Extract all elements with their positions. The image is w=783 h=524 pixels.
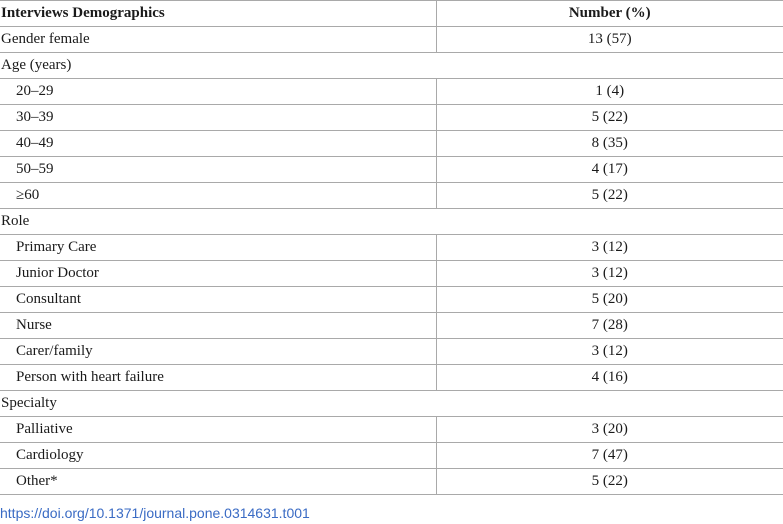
row-value: 7 (47) — [436, 443, 783, 469]
row-value: 5 (22) — [436, 183, 783, 209]
row-value — [436, 53, 783, 79]
table-row — [0, 105, 783, 131]
row-label: ≥60 — [0, 183, 436, 209]
row-value: 7 (28) — [436, 313, 783, 339]
section-label: Role — [0, 209, 436, 235]
section-label: Age (years) — [0, 53, 436, 79]
table-row — [0, 443, 783, 469]
section-row-specialty — [0, 391, 783, 417]
row-label: 40–49 — [0, 131, 436, 157]
row-label: Primary Care — [0, 235, 436, 261]
row-value: 5 (22) — [436, 469, 783, 495]
row-value: 4 (17) — [436, 157, 783, 183]
row-value: 5 (20) — [436, 287, 783, 313]
table-row — [0, 131, 783, 157]
row-label: 30–39 — [0, 105, 436, 131]
table-row — [0, 183, 783, 209]
section-label: Specialty — [0, 391, 436, 417]
row-value: 3 (20) — [436, 417, 783, 443]
header-number-percent: Number (%) — [436, 1, 783, 27]
row-value: 4 (16) — [436, 365, 783, 391]
row-label: Carer/family — [0, 339, 436, 365]
table-row — [0, 339, 783, 365]
row-label: Person with heart failure — [0, 365, 436, 391]
row-label: Palliative — [0, 417, 436, 443]
table-row — [0, 313, 783, 339]
table-row — [0, 417, 783, 443]
row-value: 3 (12) — [436, 235, 783, 261]
row-value — [436, 209, 783, 235]
row-value: 3 (12) — [436, 261, 783, 287]
table-row — [0, 365, 783, 391]
table-row — [0, 27, 783, 53]
row-label: Junior Doctor — [0, 261, 436, 287]
table-row — [0, 469, 783, 495]
row-value: 3 (12) — [436, 339, 783, 365]
table-row — [0, 157, 783, 183]
doi-link[interactable]: https://doi.org/10.1371/journal.pone.0314631.t001 — [0, 505, 310, 521]
row-label: Gender female — [0, 27, 436, 53]
table-row — [0, 235, 783, 261]
row-label: Consultant — [0, 287, 436, 313]
row-label: Cardiology — [0, 443, 436, 469]
section-row-age — [0, 53, 783, 79]
header-demographics: Interviews Demographics — [0, 1, 436, 27]
table-row — [0, 261, 783, 287]
table-header-row — [0, 1, 783, 27]
row-value — [436, 391, 783, 417]
row-label: Nurse — [0, 313, 436, 339]
row-label: 20–29 — [0, 79, 436, 105]
table-row — [0, 287, 783, 313]
row-value: 5 (22) — [436, 105, 783, 131]
row-label: Other* — [0, 469, 436, 495]
table-row — [0, 79, 783, 105]
section-row-role — [0, 209, 783, 235]
row-value: 13 (57) — [436, 27, 783, 53]
row-label: 50–59 — [0, 157, 436, 183]
row-value: 1 (4) — [436, 79, 783, 105]
row-value: 8 (35) — [436, 131, 783, 157]
